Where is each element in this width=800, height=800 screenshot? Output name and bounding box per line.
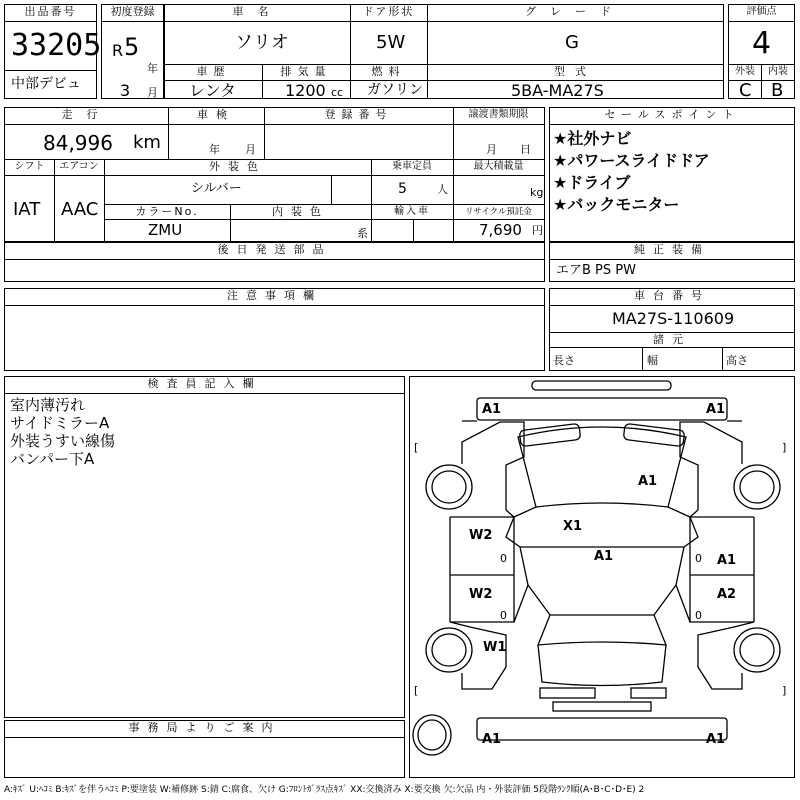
interior-color-label: 内装色 bbox=[272, 205, 329, 218]
sales-points-box bbox=[549, 107, 795, 242]
sales-point-item: ★バックモニター bbox=[553, 195, 680, 214]
displacement-label: 排気量 bbox=[280, 65, 332, 78]
venue: 中部デビュ bbox=[11, 76, 81, 92]
shift-label: シフト bbox=[14, 161, 45, 172]
first-reg-box bbox=[101, 4, 164, 99]
history-value: レンタ bbox=[189, 81, 236, 100]
capacity-value: 5 bbox=[398, 181, 407, 197]
damage-code-left-rear-door: W2 bbox=[469, 587, 493, 602]
damage-code-hood: A1 bbox=[638, 474, 658, 489]
damage-code-left-front-door: W2 bbox=[469, 528, 493, 543]
grade-value: G bbox=[565, 32, 579, 53]
chassis-number: MA27S-110609 bbox=[612, 309, 735, 328]
inspector-note: サイドミラーA bbox=[10, 414, 110, 432]
history-label: 車歴 bbox=[196, 65, 231, 78]
inspection-label: 車検 bbox=[197, 108, 235, 121]
displacement-unit: cc bbox=[331, 86, 344, 99]
mileage-value: 84,996 bbox=[43, 131, 113, 155]
exterior-grade: C bbox=[739, 80, 752, 101]
aircon-value: AAC bbox=[61, 199, 99, 220]
sales-point-item: ★パワースライドドア bbox=[553, 151, 710, 170]
score-value: 4 bbox=[752, 26, 772, 61]
inspection-month-unit: 月 bbox=[245, 143, 256, 156]
load-unit: kg bbox=[530, 186, 544, 199]
door-label: ドア形状 bbox=[362, 5, 415, 18]
model-label: 型式 bbox=[554, 65, 596, 78]
month-unit: 月 bbox=[147, 86, 158, 99]
sales-point-item: ★社外ナビ bbox=[553, 129, 632, 148]
recycle-unit: 円 bbox=[532, 224, 543, 237]
era-symbol: R bbox=[112, 41, 124, 60]
zero-mark: 0 bbox=[695, 609, 702, 622]
transfer-day-unit: 日 bbox=[520, 143, 531, 156]
fuel-label: 燃料 bbox=[371, 65, 406, 78]
shift-value: IAT bbox=[13, 199, 41, 220]
interior-grade: B bbox=[771, 80, 784, 101]
color-no-value: ZMU bbox=[148, 221, 183, 239]
inspector-label: 検査員記入欄 bbox=[147, 377, 262, 390]
damage-code-front-left: A1 bbox=[482, 402, 502, 417]
exterior-grade-label: 外装 bbox=[735, 66, 755, 77]
month-value: 3 bbox=[120, 81, 131, 100]
height-label: 高さ bbox=[726, 354, 748, 367]
mileage-label: 走行 bbox=[61, 108, 112, 121]
grade-label: グレード bbox=[525, 5, 625, 18]
office-label: 事務局よりご案内 bbox=[128, 721, 281, 734]
lot-number: 33205 bbox=[11, 28, 102, 63]
damage-code-roof: A1 bbox=[594, 549, 614, 564]
dims-label: 諸元 bbox=[653, 333, 691, 346]
recycle-label: リサイクル預託金 bbox=[465, 207, 532, 217]
bracket-mark: [ bbox=[414, 441, 419, 454]
color-no-label: カラーNo. bbox=[135, 205, 199, 218]
score-label: 評価点 bbox=[746, 6, 777, 17]
color-label: 外装色 bbox=[209, 160, 266, 173]
door-value: 5W bbox=[376, 32, 406, 53]
equipment-label: 純正装備 bbox=[634, 243, 710, 256]
car-name: ソリオ bbox=[235, 32, 289, 53]
reg-no-label: 登録番号 bbox=[324, 108, 393, 121]
load-label: 最大積載量 bbox=[473, 161, 524, 172]
bracket-mark: ] bbox=[782, 684, 787, 697]
damage-code-front-right: A1 bbox=[706, 402, 726, 417]
damage-diagram bbox=[409, 376, 795, 778]
displacement-value: 1200 bbox=[285, 81, 326, 100]
damage-code-rear-left: A1 bbox=[482, 732, 502, 747]
interior-grade-label: 内装 bbox=[768, 66, 788, 77]
interior-color-unit: 系 bbox=[357, 227, 368, 240]
damage-code-right-front-door: A1 bbox=[717, 553, 737, 568]
capacity-unit: 人 bbox=[437, 183, 448, 196]
damage-code-left-rear-fender: W1 bbox=[483, 640, 507, 655]
chassis-box bbox=[549, 288, 795, 371]
main-header-box bbox=[164, 4, 724, 99]
sales-points-label: セールスポイント bbox=[604, 108, 740, 121]
lot-label: 出品番号 bbox=[24, 5, 77, 18]
width-label: 幅 bbox=[647, 354, 658, 367]
sales-point-item: ★ドライブ bbox=[553, 173, 631, 192]
car-name-label: 車名 bbox=[232, 5, 283, 18]
inspection-year-unit: 年 bbox=[209, 143, 220, 156]
lot-box bbox=[4, 4, 102, 99]
car-outline-diagram bbox=[410, 377, 794, 777]
recycle-value: 7,690 bbox=[479, 221, 522, 239]
chassis-label: 車台番号 bbox=[634, 289, 710, 302]
year-unit: 年 bbox=[147, 62, 158, 75]
score-box bbox=[728, 4, 795, 99]
notes-box bbox=[4, 288, 545, 371]
damage-code-roof-front: X1 bbox=[563, 519, 583, 534]
details-box bbox=[4, 107, 545, 242]
damage-code-right-rear-door: A2 bbox=[717, 587, 737, 602]
bracket-mark: ] bbox=[782, 441, 787, 454]
equipment-box bbox=[549, 242, 795, 282]
model-value: 5BA-MA27S bbox=[511, 81, 604, 100]
length-label: 長さ bbox=[553, 354, 575, 367]
zero-mark: 0 bbox=[500, 609, 507, 622]
inspector-note: 室内薄汚れ bbox=[10, 396, 86, 414]
zero-mark: 0 bbox=[695, 552, 702, 565]
aircon-label: エアコン bbox=[59, 161, 99, 172]
zero-mark: 0 bbox=[500, 552, 507, 565]
mileage-unit: km bbox=[133, 132, 161, 153]
damage-code-rear-right: A1 bbox=[706, 732, 726, 747]
first-reg-label: 初度登録 bbox=[110, 5, 155, 18]
inspector-box bbox=[4, 376, 405, 718]
office-box bbox=[4, 720, 405, 778]
bracket-mark: [ bbox=[414, 684, 419, 697]
inspector-note: 外装うすい線傷 bbox=[10, 432, 116, 450]
notes-label: 注意事項欄 bbox=[227, 289, 322, 302]
equipment-value: エアB PS PW bbox=[556, 263, 636, 278]
fuel-value: ガソリン bbox=[367, 82, 423, 98]
capacity-label: 乗車定員 bbox=[392, 161, 432, 172]
color-value: シルバー bbox=[191, 181, 242, 196]
later-parts-box bbox=[4, 242, 545, 282]
year-value: 5 bbox=[124, 33, 140, 61]
transfer-month-unit: 月 bbox=[486, 143, 497, 156]
import-label: 輸入車 bbox=[394, 206, 430, 217]
inspector-note: バンパー下A bbox=[10, 450, 95, 468]
legend-footer: A:ｷｽﾞ U:ﾍｺﾐ B:ｷｽﾞを伴うﾍｺﾐ P:要塗装 W:補修跡 S:錆 C:腐食、欠け G:ﾌﾛﾝﾄｶﾞﾗｽ点ｷｽﾞ XX:交換済み X:要交換 欠:欠品 内・外装評価 5段階ﾗﾝｸ順(A･B･C･D･E) 2 bbox=[4, 785, 645, 795]
later-parts-label: 後日発送部品 bbox=[217, 243, 332, 256]
transfer-label: 譲渡書類期限 bbox=[468, 109, 529, 120]
